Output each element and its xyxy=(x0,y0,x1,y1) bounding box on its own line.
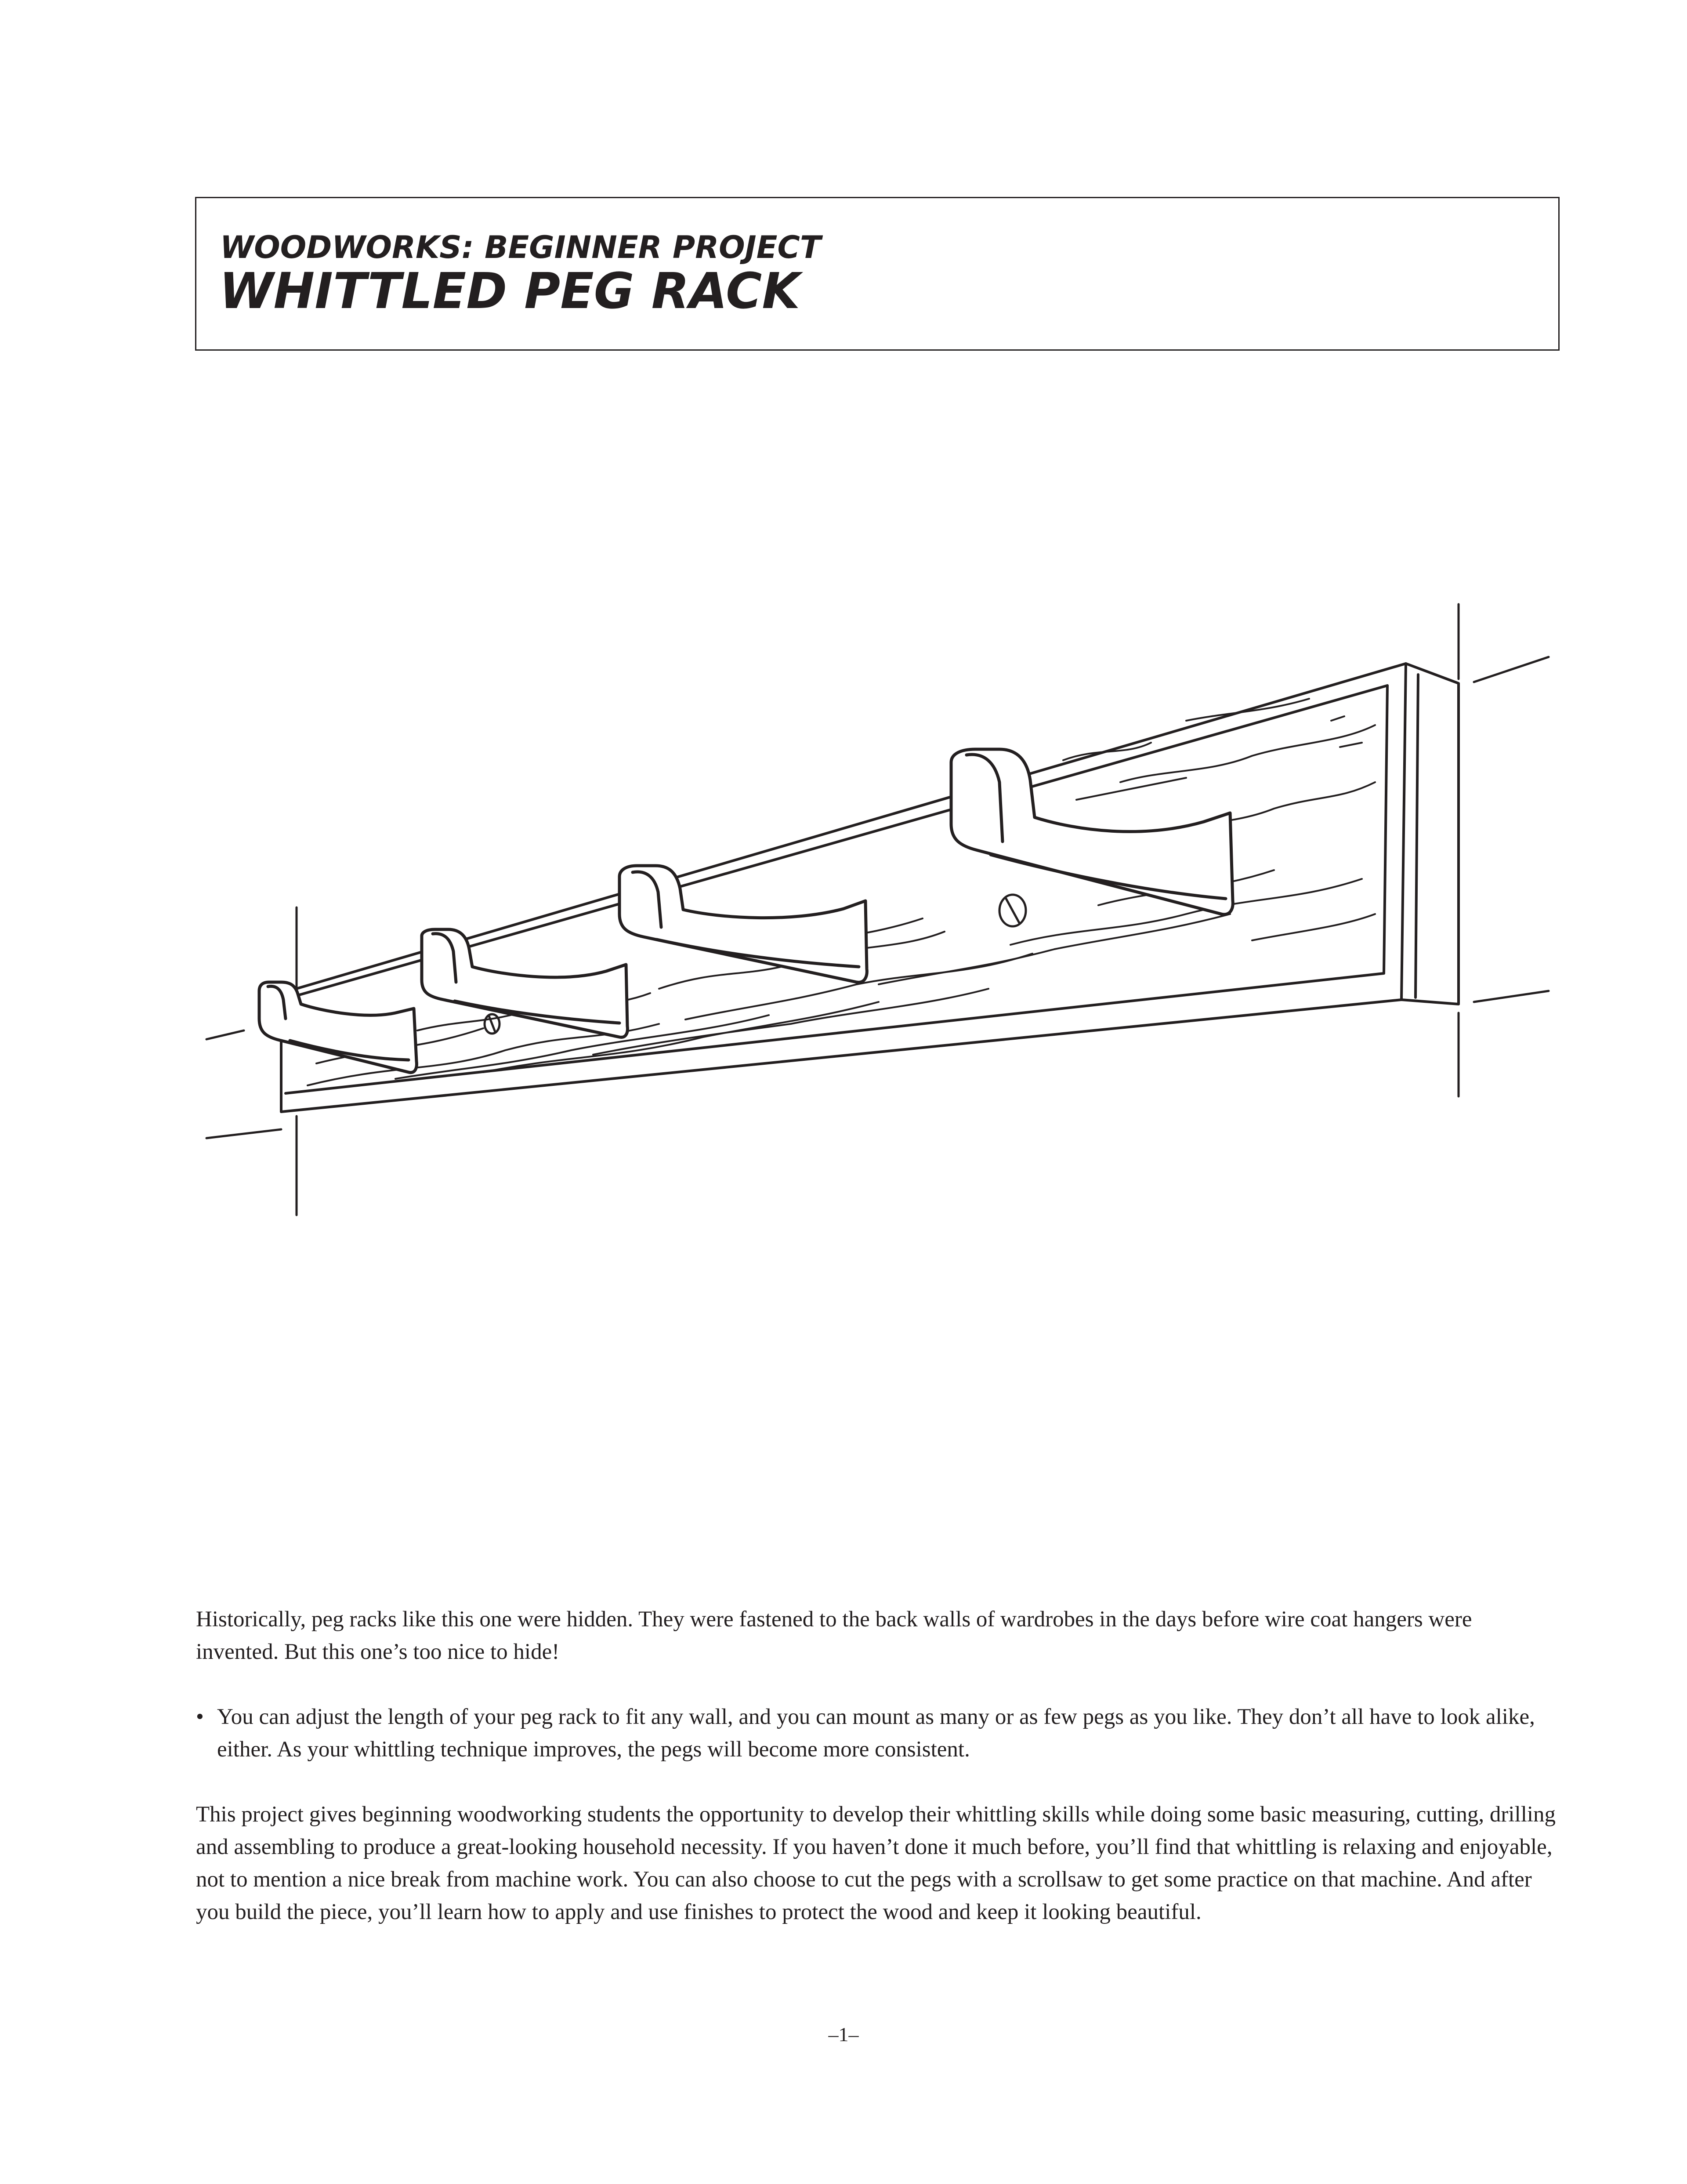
rack-board xyxy=(281,664,1459,1112)
project-title: WHITTLED PEG RACK xyxy=(219,263,800,320)
title-box xyxy=(195,197,1560,351)
bullet-glyph: • xyxy=(196,1705,204,1729)
closing-paragraph: This project gives beginning woodworking students the opportunity to develop their whittling skills while doing some basic measuring, cutting, drilling and assembling to produce a great-looking household necessity. If you haven’t done it much before, you’ll find that whittling is relaxing and enjoyable, not to mention a nice break from machine work. You can also choose to cut the pegs with a scrollsaw to get some practice on that machine. And after you build the piece, you’ll learn how to apply and use finishes to protect the wood and keep it looking beautiful. xyxy=(196,1802,1556,1924)
article-body xyxy=(196,1603,1558,1961)
intro-paragraph: Historically, peg racks like this one were hidden. They were fastened to the back walls of wardrobes in the days before wire coat hangers were invented. But this one’s too nice to hide! xyxy=(196,1607,1472,1664)
peg-rack-illustration xyxy=(0,571,1687,1252)
series-subtitle: WOODWORKS: BEGINNER PROJECT xyxy=(220,229,821,265)
page-number: –1– xyxy=(828,2023,859,2046)
bullet-item xyxy=(196,1701,1558,1766)
bullet-text: You can adjust the length of your peg rack to fit any wall, and you can mount as many or as few pegs as you like. They don’t all have to look alike, either. As your whittling technique improves, the pegs will become more consistent. xyxy=(217,1705,1535,1762)
